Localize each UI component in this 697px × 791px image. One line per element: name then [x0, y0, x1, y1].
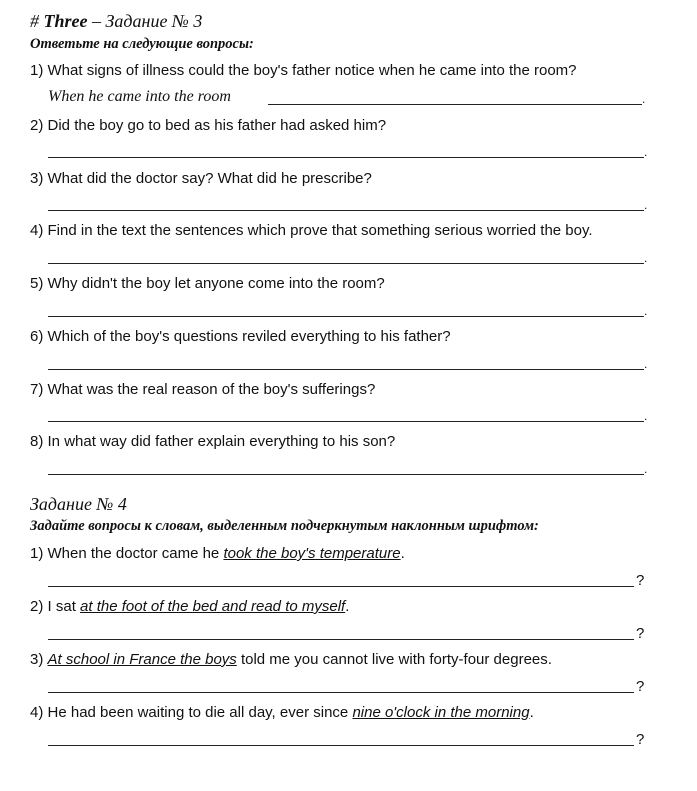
task3-question-6	[30, 328, 451, 345]
answer-line-7[interactable]	[48, 421, 644, 422]
task4-instruction: Задайте вопросы к словам, выделенным подчеркнутым наклонным шрифтом:	[30, 518, 539, 534]
question-number: 3)	[30, 170, 44, 187]
underlined-phrase: nine o'clock in the morning	[352, 704, 530, 721]
hash-symbol: #	[30, 11, 39, 31]
question-before: I sat	[47, 598, 81, 615]
task3-question-5	[30, 275, 385, 292]
question-text: In what way did father explain everything to his son?	[47, 433, 396, 450]
question-number: 6)	[30, 328, 44, 345]
question-number: 2)	[30, 117, 44, 134]
line-end-dot: .	[642, 92, 646, 106]
task4-title: Задание № 4	[30, 494, 127, 514]
question-text: What signs of illness could the boy's father notice when he came into the room?	[47, 62, 577, 79]
answer-line-1[interactable]	[268, 104, 642, 105]
answer-line-4[interactable]	[48, 263, 644, 264]
question-before: When the doctor came he	[47, 545, 224, 562]
question-number: 8)	[30, 433, 44, 450]
question-line-2[interactable]	[48, 639, 634, 640]
question-number: 5)	[30, 275, 44, 292]
underlined-phrase: at the foot of the bed and read to myself	[80, 598, 346, 615]
line-end-dot: .	[644, 251, 648, 265]
question-after: told me you cannot live with forty-four degrees.	[236, 651, 552, 668]
question-before: He had been waiting to die all day, ever since	[47, 704, 353, 721]
question-mark: ?	[636, 731, 645, 748]
answer-line-8[interactable]	[48, 474, 644, 475]
question-text: Which of the boy's questions reviled everything to his father?	[47, 328, 451, 345]
question-number: 2)	[30, 598, 44, 615]
question-mark: ?	[636, 678, 645, 695]
question-after: .	[529, 704, 534, 721]
question-line-4[interactable]	[48, 745, 634, 746]
task3-question-2	[30, 117, 386, 134]
answer-1-lead: When he came into the room	[48, 88, 231, 105]
task3-question-3	[30, 170, 372, 187]
answer-line-3[interactable]	[48, 210, 644, 211]
line-end-dot: .	[644, 198, 648, 212]
task3-title-word: Three	[43, 11, 88, 31]
question-mark: ?	[636, 572, 645, 589]
question-mark: ?	[636, 625, 645, 642]
question-line-3[interactable]	[48, 692, 634, 693]
task4-question-1	[30, 545, 405, 562]
answer-line-2[interactable]	[48, 157, 644, 158]
task3-question-1	[30, 62, 577, 79]
question-text: What did the doctor say? What did he prescribe?	[47, 170, 372, 187]
line-end-dot: .	[644, 357, 648, 371]
line-end-dot: .	[644, 462, 648, 476]
line-end-dot: .	[644, 145, 648, 159]
question-text: What was the real reason of the boy's sufferings?	[47, 381, 376, 398]
question-number: 1)	[30, 62, 44, 79]
question-after: .	[400, 545, 405, 562]
question-line-1[interactable]	[48, 586, 634, 587]
underlined-phrase: At school in France the boys	[47, 651, 237, 668]
task4-question-3	[30, 651, 552, 668]
task4-question-2	[30, 598, 349, 615]
task3-instruction: Ответьте на следующие вопросы:	[30, 36, 254, 52]
task3-question-8	[30, 433, 395, 450]
underlined-phrase: took the boy's temperature	[223, 545, 401, 562]
answer-line-5[interactable]	[48, 316, 644, 317]
line-end-dot: .	[644, 304, 648, 318]
question-number: 4)	[30, 222, 44, 239]
question-number: 7)	[30, 381, 44, 398]
answer-line-6[interactable]	[48, 369, 644, 370]
question-number: 3)	[30, 651, 44, 668]
question-text: Did the boy go to bed as his father had asked him?	[47, 117, 387, 134]
task4-question-4	[30, 704, 534, 721]
question-text: Find in the text the sentences which prove that something serious worried the boy.	[47, 222, 593, 239]
task3-question-4	[30, 222, 593, 239]
question-text: Why didn't the boy let anyone come into the room?	[47, 275, 385, 292]
task3-title	[30, 11, 202, 32]
task3-question-7	[30, 381, 375, 398]
task3-title-rest: – Задание № 3	[87, 11, 203, 31]
question-after: .	[345, 598, 350, 615]
question-number: 1)	[30, 545, 44, 562]
question-number: 4)	[30, 704, 44, 721]
line-end-dot: .	[644, 409, 648, 423]
